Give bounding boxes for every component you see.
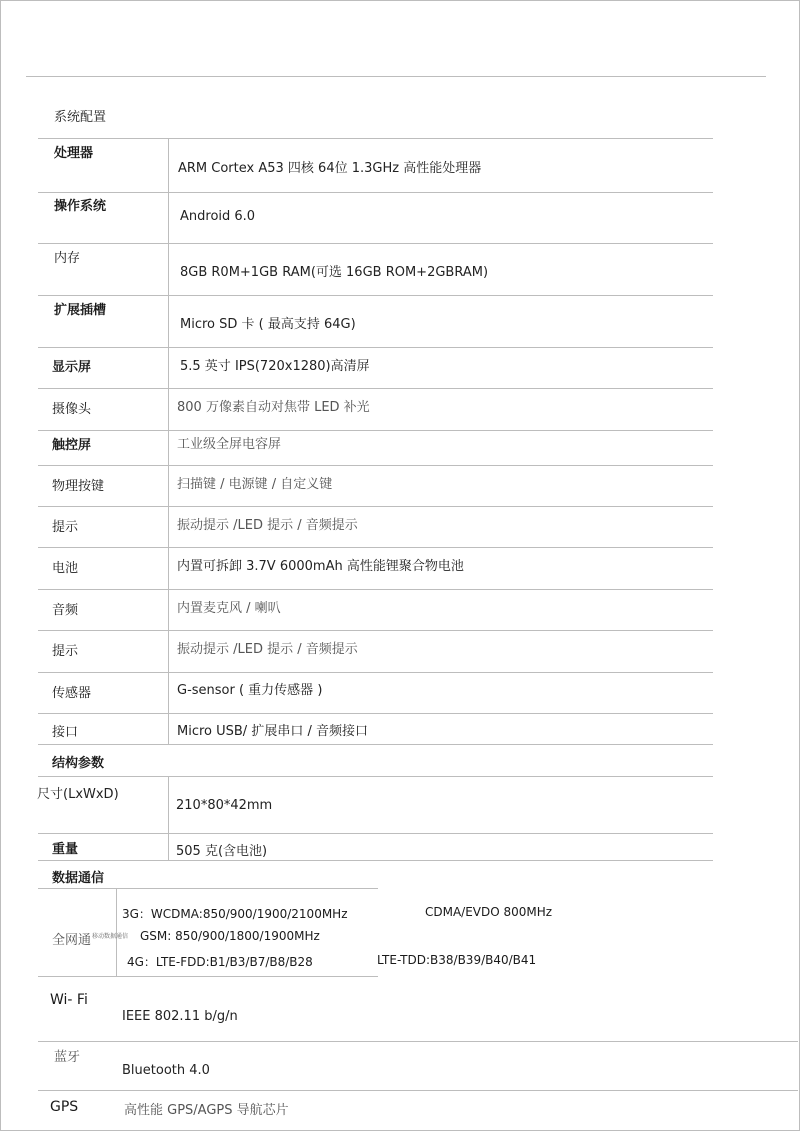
- table-rule: [38, 1090, 798, 1091]
- slot-value: Micro SD 卡 ( 最高支持 64G): [180, 317, 356, 332]
- network-label: 全网通: [52, 933, 92, 948]
- table-rule: [38, 860, 713, 861]
- audio-label: 音频: [52, 603, 79, 618]
- table-rule: [38, 192, 713, 193]
- table-rule: [38, 630, 713, 631]
- table-rule: [38, 1041, 798, 1042]
- hint-value: 振动提示 /LED 提示 / 音频提示: [177, 518, 358, 533]
- section-title-system: 系统配置: [54, 110, 107, 125]
- table-rule: [38, 744, 713, 745]
- os-value: Android 6.0: [180, 209, 256, 224]
- port-label: 接口: [52, 725, 79, 740]
- size-label: 尺寸(LxWxD): [37, 787, 119, 802]
- network-3g-line: 3G：WCDMA:850/900/1900/2100MHz: [122, 907, 348, 921]
- keys-value: 扫描键 / 电源键 / 自定义键: [177, 477, 333, 492]
- size-value: 210*80*42mm: [176, 798, 273, 813]
- wifi-label: Wi- Fi: [50, 992, 88, 1008]
- screen-value: 5.5 英寸 IPS(720x1280)高清屏: [180, 359, 370, 374]
- network-4g-tdd-line: LTE-TDD:B38/B39/B40/B41: [377, 953, 537, 967]
- table-rule: [38, 776, 713, 777]
- keys-label: 物理按键: [52, 479, 105, 494]
- touch-value: 工业级全屏电容屏: [177, 437, 282, 452]
- memory-label: 内存: [54, 251, 81, 266]
- table-rule: [38, 547, 713, 548]
- cpu-value: ARM Cortex A53 四核 64位 1.3GHz 高性能处理器: [178, 161, 482, 176]
- gps-label: GPS: [50, 1099, 79, 1115]
- table-rule: [38, 347, 713, 348]
- network-cdma-line: CDMA/EVDO 800MHz: [425, 905, 553, 919]
- bluetooth-label: 蓝牙: [54, 1050, 81, 1065]
- table-rule: [38, 465, 713, 466]
- table-rule: [38, 138, 713, 139]
- table-rule: [38, 672, 713, 673]
- touch-label: 触控屏: [52, 438, 92, 453]
- os-label: 操作系统: [54, 199, 107, 214]
- table-rule: [38, 713, 713, 714]
- network-4g-fdd-line: 4G：LTE-FDD:B1/B3/B7/B8/B28: [127, 955, 313, 969]
- section-title-structure: 结构参数: [52, 756, 105, 771]
- sensor-label: 传感器: [52, 686, 92, 701]
- table-rule: [38, 976, 378, 977]
- wifi-value: IEEE 802.11 b/g/n: [122, 1009, 238, 1024]
- header-rule: [26, 76, 766, 77]
- hint-value: 振动提示 /LED 提示 / 音频提示: [177, 642, 358, 657]
- memory-value: 8GB R0M+1GB RAM(可选 16GB ROM+2GBRAM): [180, 265, 489, 280]
- table-rule: [38, 388, 713, 389]
- table-rule: [38, 589, 713, 590]
- table-rule: [38, 243, 713, 244]
- table-rule: [38, 506, 713, 507]
- weight-value: 505 克(含电池): [176, 844, 268, 859]
- network-gsm-line: GSM: 850/900/1800/1900MHz: [140, 929, 320, 943]
- weight-label: 重量: [52, 842, 79, 857]
- camera-label: 摄像头: [52, 402, 92, 417]
- slot-label: 扩展插槽: [54, 303, 107, 318]
- table-rule: [38, 833, 713, 834]
- audio-value: 内置麦克风 / 喇叭: [177, 601, 281, 616]
- hint-label: 提示: [52, 520, 79, 535]
- column-divider: [168, 776, 169, 860]
- table-rule: [38, 295, 713, 296]
- battery-label: 电池: [52, 561, 79, 576]
- column-divider: [168, 138, 169, 744]
- cpu-label: 处理器: [54, 146, 94, 161]
- screen-label: 显示屏: [52, 360, 92, 375]
- battery-value: 内置可拆卸 3.7V 6000mAh 高性能锂聚合物电池: [177, 559, 464, 574]
- network-sublabel: 移动数据通信: [92, 933, 129, 940]
- table-rule: [38, 430, 713, 431]
- section-title-comm: 数据通信: [52, 871, 105, 886]
- gps-value: 高性能 GPS/AGPS 导航芯片: [124, 1103, 289, 1118]
- hint-label: 提示: [52, 644, 79, 659]
- camera-value: 800 万像素自动对焦带 LED 补光: [177, 400, 370, 415]
- bluetooth-value: Bluetooth 4.0: [122, 1063, 210, 1078]
- table-rule: [38, 888, 378, 889]
- sensor-value: G-sensor ( 重力传感器 ): [177, 683, 323, 698]
- port-value: Micro USB/ 扩展串口 / 音频接口: [177, 724, 368, 739]
